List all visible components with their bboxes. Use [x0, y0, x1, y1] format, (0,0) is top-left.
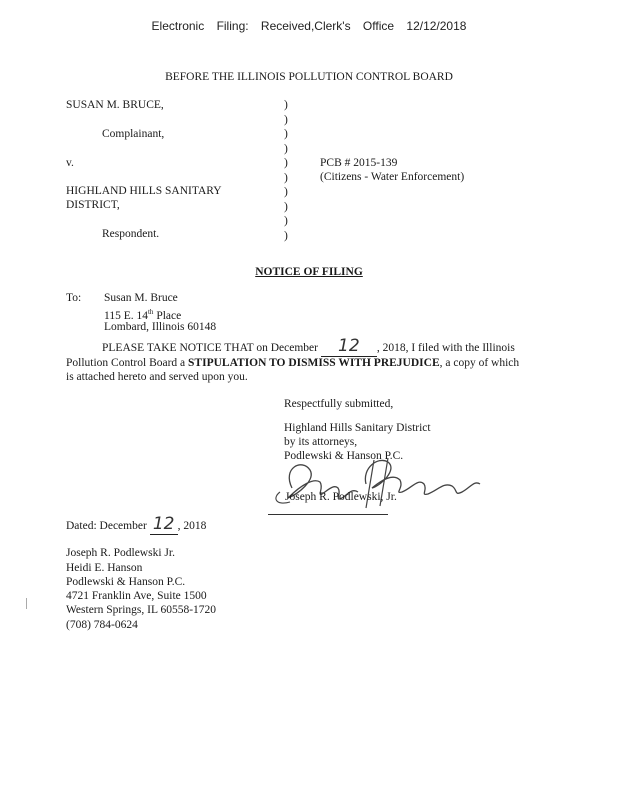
complainant-role: Complainant,	[102, 128, 165, 140]
respondent-name-line2: DISTRICT,	[66, 199, 120, 211]
body-line2-bold: STIPULATION TO DISMISS WITH PREJUDICE	[188, 357, 440, 369]
address-line: Susan M. Bruce	[104, 292, 178, 304]
stamp-word: Office	[362, 19, 395, 33]
respondent-role: Respondent.	[102, 228, 160, 240]
case-type: (Citizens - Water Enforcement)	[320, 171, 465, 183]
counsel-line: Joseph R. Podlewski Jr.	[66, 547, 175, 559]
address-line2-suffix: Place	[153, 309, 182, 322]
signer-name: Joseph R. Podlewski, Jr.	[285, 491, 397, 503]
paren: )	[284, 113, 288, 126]
dated-day-handwritten: 12	[152, 514, 175, 534]
closing: Respectfully submitted,	[284, 398, 394, 410]
notice-title: NOTICE OF FILING	[255, 266, 363, 278]
paren: )	[284, 229, 288, 242]
counsel-line: Western Springs, IL 60558-1720	[66, 604, 217, 616]
paren: )	[284, 157, 288, 169]
body-prefix: PLEASE TAKE NOTICE THAT on December	[102, 342, 318, 354]
filing-stamp	[0, 19, 618, 33]
by-line: by its attorneys,	[284, 436, 358, 448]
paren: )	[284, 142, 288, 155]
body-line2-suffix: , a copy of which	[439, 357, 520, 369]
dated-day-blank	[150, 514, 178, 535]
stamp-word: 12/12/2018	[406, 19, 467, 33]
stamp-word: Filing:	[216, 19, 249, 33]
client-name: Highland Hills Sanitary District	[284, 422, 431, 434]
paren: )	[284, 171, 288, 184]
counsel-line: 4721 Franklin Ave, Suite 1500	[66, 590, 207, 602]
body-suffix: , 2018, I filed with the Illinois	[376, 342, 515, 354]
handwritten-signature	[262, 448, 502, 518]
respondent-name-line1: HIGHLAND HILLS SANITARY	[66, 185, 222, 197]
firm-name: Podlewski & Hanson P.C.	[284, 450, 404, 462]
caption-parentheses	[284, 98, 288, 243]
counsel-line: (708) 784-0624	[66, 619, 138, 631]
stamp-word: Received,Clerk's	[260, 19, 351, 33]
versus-label: v.	[66, 157, 74, 169]
counsel-line: Heidi E. Hanson	[66, 562, 143, 574]
dated-suffix: , 2018	[177, 520, 207, 532]
body-line1	[102, 336, 515, 357]
body-day-handwritten: 12	[338, 336, 360, 356]
paren: )	[284, 99, 288, 111]
address-line2-prefix: 115 E. 14	[104, 309, 148, 322]
stamp-word: Electronic	[151, 19, 205, 33]
body-line2-prefix: Pollution Control Board a	[66, 357, 189, 369]
counsel-line: Podlewski & Hanson P.C.	[66, 576, 186, 588]
body-day-blank	[321, 336, 377, 357]
body-line3: is attached hereto and served upon you.	[66, 371, 248, 383]
address-line2-sup: th	[147, 308, 154, 316]
board-heading: BEFORE THE ILLINOIS POLLUTION CONTROL BOARD	[165, 71, 453, 83]
complainant-name: SUSAN M. BRUCE,	[66, 99, 164, 111]
paren: )	[284, 215, 288, 227]
margin-mark	[26, 598, 27, 609]
paren: )	[284, 128, 288, 140]
address-line: Lombard, Illinois 60148	[104, 321, 217, 333]
dated-prefix: Dated: December	[66, 520, 147, 532]
body-line2	[66, 356, 519, 371]
paren: )	[284, 186, 288, 198]
case-number: PCB # 2015-139	[320, 157, 398, 169]
to-label: To:	[66, 292, 82, 304]
signature-line	[268, 514, 388, 515]
dated-line	[66, 514, 207, 535]
paren: )	[284, 200, 288, 213]
